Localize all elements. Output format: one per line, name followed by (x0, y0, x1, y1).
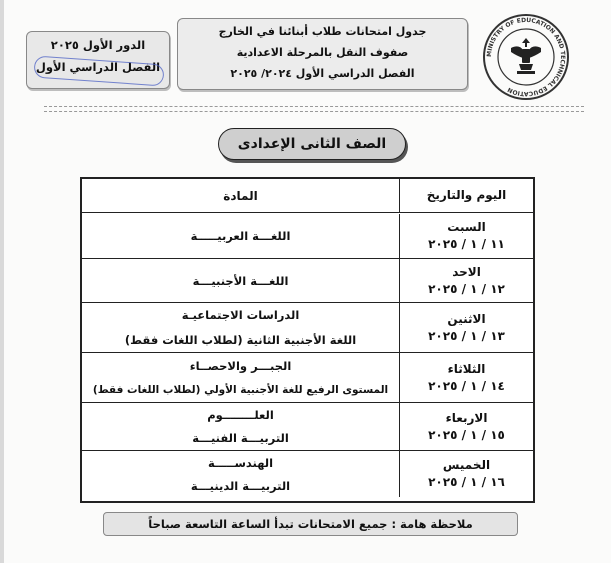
seal-text: MINISTRY OF EDUCATION AND TECHNICAL EDUCATION (485, 16, 567, 98)
exam-date: ١٣ / ١ / ٢٠٢٥ (428, 328, 505, 343)
table-row (82, 451, 533, 497)
ministry-seal-logo (481, 12, 571, 102)
important-note: ملاحظة هامة : جميع الامتحانات تبدأ الساعة التاسعة صباحاً (103, 512, 518, 536)
subject-name: الدراسات الاجتماعيـة (181, 308, 300, 323)
day-date-header: اليوم والتاريخ (399, 179, 533, 212)
separator-line-2 (44, 111, 584, 112)
day-cell (399, 259, 533, 302)
subject-name: العلــــــــوم (207, 407, 274, 422)
subject-cell (82, 259, 399, 302)
subject-name: التربيـــة الدينيـــة (190, 478, 291, 493)
round-line-1: الدور الأول ٢٠٢٥ (50, 38, 146, 52)
title-box (177, 18, 468, 90)
exam-schedule-table (80, 177, 535, 503)
exam-date: ١٤ / ١ / ٢٠٢٥ (428, 378, 505, 393)
day-name: الاربعاء (445, 410, 488, 425)
scan-edge (0, 0, 4, 563)
subject-cell (82, 403, 399, 450)
day-name: الاحد (452, 264, 481, 279)
subject-cell (82, 303, 399, 352)
exam-date: ١٦ / ١ / ٢٠٢٥ (428, 475, 505, 489)
day-cell (399, 403, 533, 450)
exam-date: ١١ / ١ / ٢٠٢٥ (428, 237, 505, 251)
separator-line-1 (44, 106, 584, 107)
table-row (82, 403, 533, 451)
day-name: السبت (447, 220, 486, 234)
subject-header (82, 179, 399, 212)
subject-name: الجبـــر والاحصــاء (189, 358, 292, 373)
table-row (82, 259, 533, 303)
day-name: الثلاثاء (447, 361, 486, 376)
day-cell (399, 303, 533, 352)
subject-name: اللغة الأجنبية الثانية (لطلاب اللغات فقط) (124, 332, 357, 347)
exam-date: ١٥ / ١ / ٢٠٢٥ (428, 427, 505, 442)
day-name: الخميس (442, 458, 491, 472)
day-cell (399, 214, 533, 258)
title-line-2: صفوف النقل بالمرحلة الاعدادية (236, 46, 409, 59)
subject-name: الهندســـــة (207, 455, 274, 470)
round-line-2: الفصل الدراسي الأول (35, 60, 161, 74)
day-name: الاثنين (447, 311, 486, 326)
day-cell (399, 451, 533, 497)
subject-cell (82, 451, 399, 497)
subject-cell (82, 214, 399, 258)
title-line-1: جدول امتحانات طلاب أبنائنا في الخارج (218, 25, 427, 38)
table-row (82, 303, 533, 353)
subject-name: اللغـــة العربيـــــة (190, 229, 291, 243)
subject-name: اللغـــة الأجنبيـــة (192, 273, 289, 288)
subject-name: المستوى الرفيع للغة الأجنبية الأولي (لطلاب اللغات فقط) (92, 384, 389, 397)
day-cell (399, 353, 533, 402)
subject-header-label: المادة (223, 188, 258, 203)
table-row (82, 214, 533, 259)
title-line-3: الفصل الدراسي الأول ٢٠٢٤/ ٢٠٢٥ (230, 67, 415, 80)
exam-date: ١٢ / ١ / ٢٠٢٥ (428, 281, 505, 296)
grade-title: الصف الثانى الإعدادى (218, 128, 406, 160)
table-header-row (82, 179, 533, 213)
table-row (82, 353, 533, 403)
subject-name: التربيـــة الفنيـــة (192, 431, 289, 446)
subject-cell (82, 353, 399, 402)
